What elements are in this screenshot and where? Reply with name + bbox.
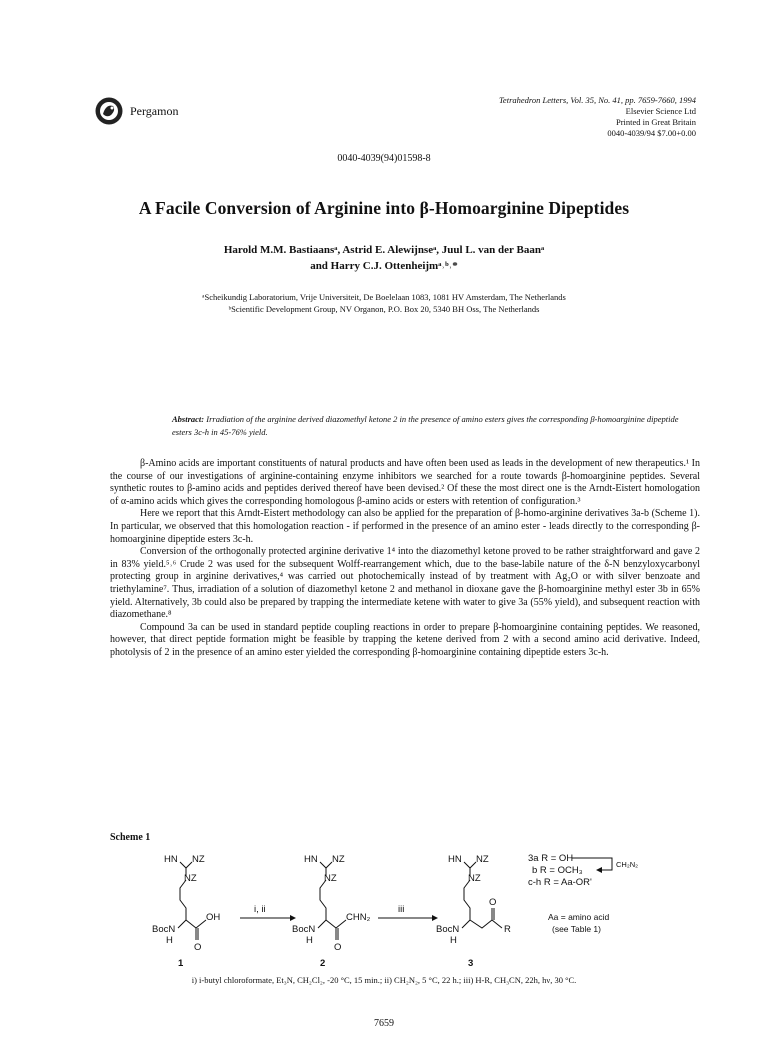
c3-nz: NZ [468,873,481,884]
publisher-name: Pergamon [130,103,179,118]
affiliations [0,291,768,315]
legend-b: b R = OCH₃ [532,865,583,876]
scheme-conditions: i) i-butyl chloroformate, Et₃N, CH₂Cl₂, -20 °C, 15 min.; ii) CH₂N₂, 5 °C, 22 h.; iii) H-R, CH₃CN, 22h, hν, 30 °C. [191,975,577,985]
publisher-block [94,96,178,126]
c3-o: O [489,897,497,908]
c2-chn2: CHN₂ [346,912,371,923]
compound-number-3: 3 [468,958,474,968]
c1-boc: BocN [152,924,176,935]
paragraph-1: β-Amino acids are important constituents of natural products and have often been used as leads in the development of new therapeutics.¹ In the course of our investigations of arginine-containing enzyme inhibitors we searched for a route towards β-homoarginine peptides. Several synthetic routes to β-amino acids and peptides derived thereof have been devised.² Of these the most direct one is the Arndt-Eistert homologation of α-amino acids which gives the corresponding homologous β-amino acids or esters with retention of configuration.³ [110,458,700,507]
c1-o: O [194,942,202,953]
paragraph-4: Compound 3a can be used in standard peptide coupling reactions in order to prepare β-homoarginine containing peptides. We reasoned, however, that direct peptide formation might be feasible by trapping the ketene derived from 2 with a second amino acid derivative. Indeed, photolysis of 2 in the presence of an amino ester yielded the corresponding β-homoarginine containing dipeptide esters 3c-h. [110,621,700,658]
aa-definition: Aa = amino acid [548,912,610,922]
article-body [110,458,700,660]
abstract-text: Irradiation of the arginine derived diazomethyl ketone 2 in the presence of amino esters gives the corresponding β-homoarginine dipeptide esters 3c-h in 45-76% yield. [172,414,679,437]
journal-printed: Printed in Great Britain [615,117,696,127]
author-list [0,242,768,274]
c1-oh: OH [206,912,221,923]
journal-price: 0040-4039/94 $7.00+0.00 [607,128,696,138]
journal-citation: Tetrahedron Letters, Vol. 35, No. 41, pp. 7659-7660, 1994 [498,95,696,105]
reaction-scheme-diagram [140,848,700,968]
legend-3a: 3a R = OH [528,853,574,864]
c1-hn: HN [164,854,178,865]
c2-hn: HN [304,854,318,865]
abstract [172,413,700,439]
c2-nz: NZ [324,873,337,884]
journal-info [499,95,696,139]
table-reference: (see Table 1) [552,924,601,934]
c2-h: H [306,935,313,946]
abstract-label: Abstract: [172,414,205,424]
c2-boc: BocN [292,924,316,935]
c1-h: H [166,935,173,946]
c3-h: H [450,935,457,946]
compound-number-2: 2 [320,958,326,968]
paragraph-2: Here we report that this Arndt-Eistert methodology can also be applied for the preparation of β-homo-arginine derivatives 3a-b (Scheme 1). In particular, we observed that this homologation reaction - if performed in the presence of an amino ester - leads directly to the corresponding β-homoarginine dipeptide esters 3c-h. [110,508,700,545]
c1-nz: NZ [184,873,197,884]
authors-line-2: and Harry C.J. Ottenheijmᵃ˒ᵇ˒* [310,260,458,272]
journal-publisher: Elsevier Science Ltd [625,106,696,116]
article-title: A Facile Conversion of Arginine into β-Homoarginine Dipeptides [138,198,630,218]
arrow-label-1: i, ii [254,904,266,915]
page-number: 7659 [374,1018,394,1029]
c2-nz-top: NZ [332,854,345,865]
article-doi: 0040-4039(94)01598-8 [337,153,431,164]
compound-number-1: 1 [178,958,184,968]
c2-o: O [334,942,342,953]
arrow-label-2: iii [398,904,405,915]
c3-nz-top: NZ [476,854,489,865]
paragraph-3: Conversion of the orthogonally protected arginine derivative 1⁴ into the diazomethyl ketone proved to be rather straightforward and gave 2 in 83% yield.⁵˒⁶ Crude 2 was used for the subsequent Wolff-rearrangement which, due to the base-labile nature of the δ-N benzyloxycarbonyl protecting group in arginine derivatives,⁴ was carried out photochemically instead of by treatment with Ag₂O or with silver benzoate and triethylamine⁷. Thus, irradiation of a solution of diazomethyl ketone 2 and methanol in dioxane gave the β-homoarginine methyl ester 3b in 65% yield. Alternatively, 3b could also be prepared by trapping the intermediate ketene with water to give 3a (55% yield), and subsequent reaction with diazomethane.⁸ [110,546,700,621]
c1-nz-top: NZ [192,854,205,865]
authors-line-1: Harold M.M. Bastiaansᵃ, Astrid E. Alewijnseᵃ, Juul L. van der Baanᵃ [223,244,545,256]
c3-boc: BocN [436,924,460,935]
affiliation-b: ᵇScientific Development Group, NV Organon, P.O. Box 20, 5340 BH Oss, The Netherlands [228,304,540,314]
scheme-label: Scheme 1 [110,832,151,843]
pergamon-logo-icon [94,96,124,126]
c3-hn: HN [448,854,462,865]
c3-r: R [504,924,511,935]
legend-ch2n2: CH₂N₂ [616,860,639,869]
legend-c-h: c-h R = Aa-OR' [528,877,592,888]
affiliation-a: ᵃScheikundig Laboratorium, Vrije Universiteit, De Boelelaan 1083, 1081 HV Amsterdam, The Netherlands [202,292,566,302]
